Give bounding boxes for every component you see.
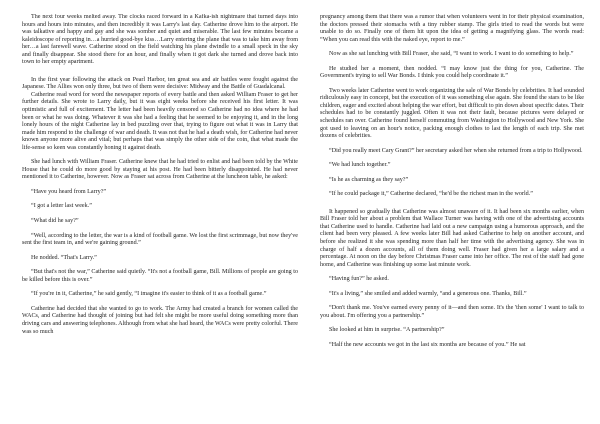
right-paragraph-11: “It's a living,” she smiled and added warmly, “and a generous one. Thanks, Bill.” <box>329 290 527 297</box>
left-paragraph-1: The next four weeks melted away. The clocks raced forward in a Kafka-ish nightmare that turned days into hours and hours into minutes, and then incredibly it was Larry's last day. Catherine drove him to the airport. He was talkative and happy and gay and she was somber and quiet and miserable. The last few minutes became a kaleidoscope of reporting in…a hurried good-bye kiss…Larry entering the plane that was to take him away from her…a last farewell wave. Catherine stood on the field watching his plane dwindle to a small speck in the sky and finally disappear. She stood there for an hour, and finally when it got dark she turned and drove back into town to her empty apartment. <box>22 14 298 66</box>
right-paragraph-13: She looked at him in surprise. “A partnership?” <box>329 327 445 334</box>
left-paragraph-3: Catherine read word for word the newspaper reports of every battle and then asked William Fraser to get her further details. She wrote to Larry daily, but it was eight weeks before she received his first letter. It was optimistic and full of excitement. The letter had been heavily censored so Catherine had no idea where he had been or what he was doing. Whatever it was she had a feeling that he seemed to be enjoying it, and in the long lonely hours of the night Catherine lay in bed puzzling over that, trying to figure out what it was in Larry that made him respond to the challenge of war and death. It was not that he had a death wish, for Catherine had never known anyone more alive and vital; but perhaps that was simply the other side of the coin, that what made the life-sense so keen was constantly honing it against death. <box>22 91 298 151</box>
left-paragraph-8: “Well, according to the letter, the war is a kind of football game. We lost the first scrimmage, but now they've sent the first team in, and we're gaining ground.” <box>22 232 298 247</box>
right-paragraph-2: Now as she sat lunching with Bill Fraser, she said, “I want to work. I want to do something to help.” <box>329 51 574 58</box>
right-paragraph-3: He studied her a moment, then nodded. “I may know just the thing for you, Catherine. The Government's trying to sell War Bonds. I think you could help coordinate it.” <box>320 65 584 80</box>
right-paragraph-5: “Did you really meet Cary Grant?” her secretary asked her when she returned from a trip to Hollywood. <box>329 147 583 154</box>
right-paragraph-7: “Is he as charming as they say?” <box>329 176 409 183</box>
right-paragraph-9: It happened so gradually that Catherine was almost unaware of it. It had been six months earlier, when Bill Fraser told her about a problem that Wallace Turner was having with one of the advertising accounts that Catherine used to handle. Catherine had laid out a new campaign using a humorous approach, and the client had been very pleased. A few weeks later Bill had asked Catherine to help on another account, and before she realized it she was spending more than half her time with the advertising agency. She was in charge of half a dozen accounts, all of them doing well. Fraser had given her a large salary and a percentage. At noon on the day before Christmas Fraser came into her office. The rest of the staff had gone home, and Catherine was finishing up some last minute work. <box>320 208 584 268</box>
left-paragraph-12: Catherine had decided that she wanted to go to work. The Army had created a branch for women called the WACs, and Catherine had thought of joining but had felt she might be more useful doing something more than driving cars and answering telephones. Although from what she had heard, the WACs were pretty colorful. There was so much <box>22 305 298 335</box>
right-paragraph-1: pregnancy among them that there was a rumor that when volunteers went in for their physical examination, the doctors pressed their stomachs with a tiny rubber stamp. The girls tried to read the words but were unable to do so. Finally one of them hit upon the idea of getting a magnifying glass. The words read: “When you can read this with the naked eye, report to me.” <box>320 14 584 43</box>
left-page <box>22 14 298 424</box>
right-paragraph-6: “We had lunch together.” <box>329 162 391 169</box>
right-page <box>320 14 584 424</box>
left-paragraph-10: “But that's not the war,” Catherine said quietly. “It's not a football game, Bill. Millions of people are going to be killed before this is over.” <box>22 269 298 283</box>
left-paragraph-4: She had lunch with William Fraser. Catherine knew that he had tried to enlist and had been told by the White House that he could do more good by staying at his post. He had been bitterly disappointed. He had never mentioned it to Catherine, however. Now as Fraser sat across from Catherine at the luncheon table, he asked: <box>22 159 298 181</box>
left-paragraph-7: “What did he say?” <box>31 218 79 225</box>
left-paragraph-2: In the first year following the attack on Pearl Harbor, ten great sea and air battles were fought against the Japanese. The Allies won only three, but two of them were decisive: Midway and the Battle of Guadalcanal. <box>22 76 298 91</box>
right-paragraph-8: “If he could package it,” Catherine declared, “he'd be the richest man in the world.” <box>329 191 533 198</box>
left-paragraph-6: “I got a letter last week.” <box>31 203 92 210</box>
right-paragraph-12: “Don't thank me. You've earned every penny of it—and then some. It's the 'then some' I want to talk to you about. I'm offering you a partnership.” <box>320 305 584 319</box>
left-paragraph-5: “Have you heard from Larry?” <box>31 188 107 195</box>
left-paragraph-11: “If you're in it, Catherine,” he said gently, “I imagine it's easier to think of it as a football game.” <box>31 291 267 298</box>
left-paragraph-9: He nodded. “That's Larry.” <box>31 254 97 261</box>
right-paragraph-4: Two weeks later Catherine went to work organizing the sale of War Bonds by celebrities. It had sounded ridiculously easy in concept, but the execution of it was something else again. She found the stars to be like children, eager and excited about helping the war effort, but difficult to pin down about specific dates. Their schedules had to be constantly juggled. Often it was not their fault, because pictures were delayed or schedules ran over. Catherine found herself commuting from Washington to Hollywood and New York. She got used to leaving on an hour's notice, packing enough clothes to last the length of each trip. She met dozens of celebrities. <box>320 87 584 140</box>
right-paragraph-10: “Having fun?” he asked. <box>329 276 389 283</box>
right-paragraph-14: “Half the new accounts we got in the last six months are because of you.” He sat <box>329 341 526 348</box>
